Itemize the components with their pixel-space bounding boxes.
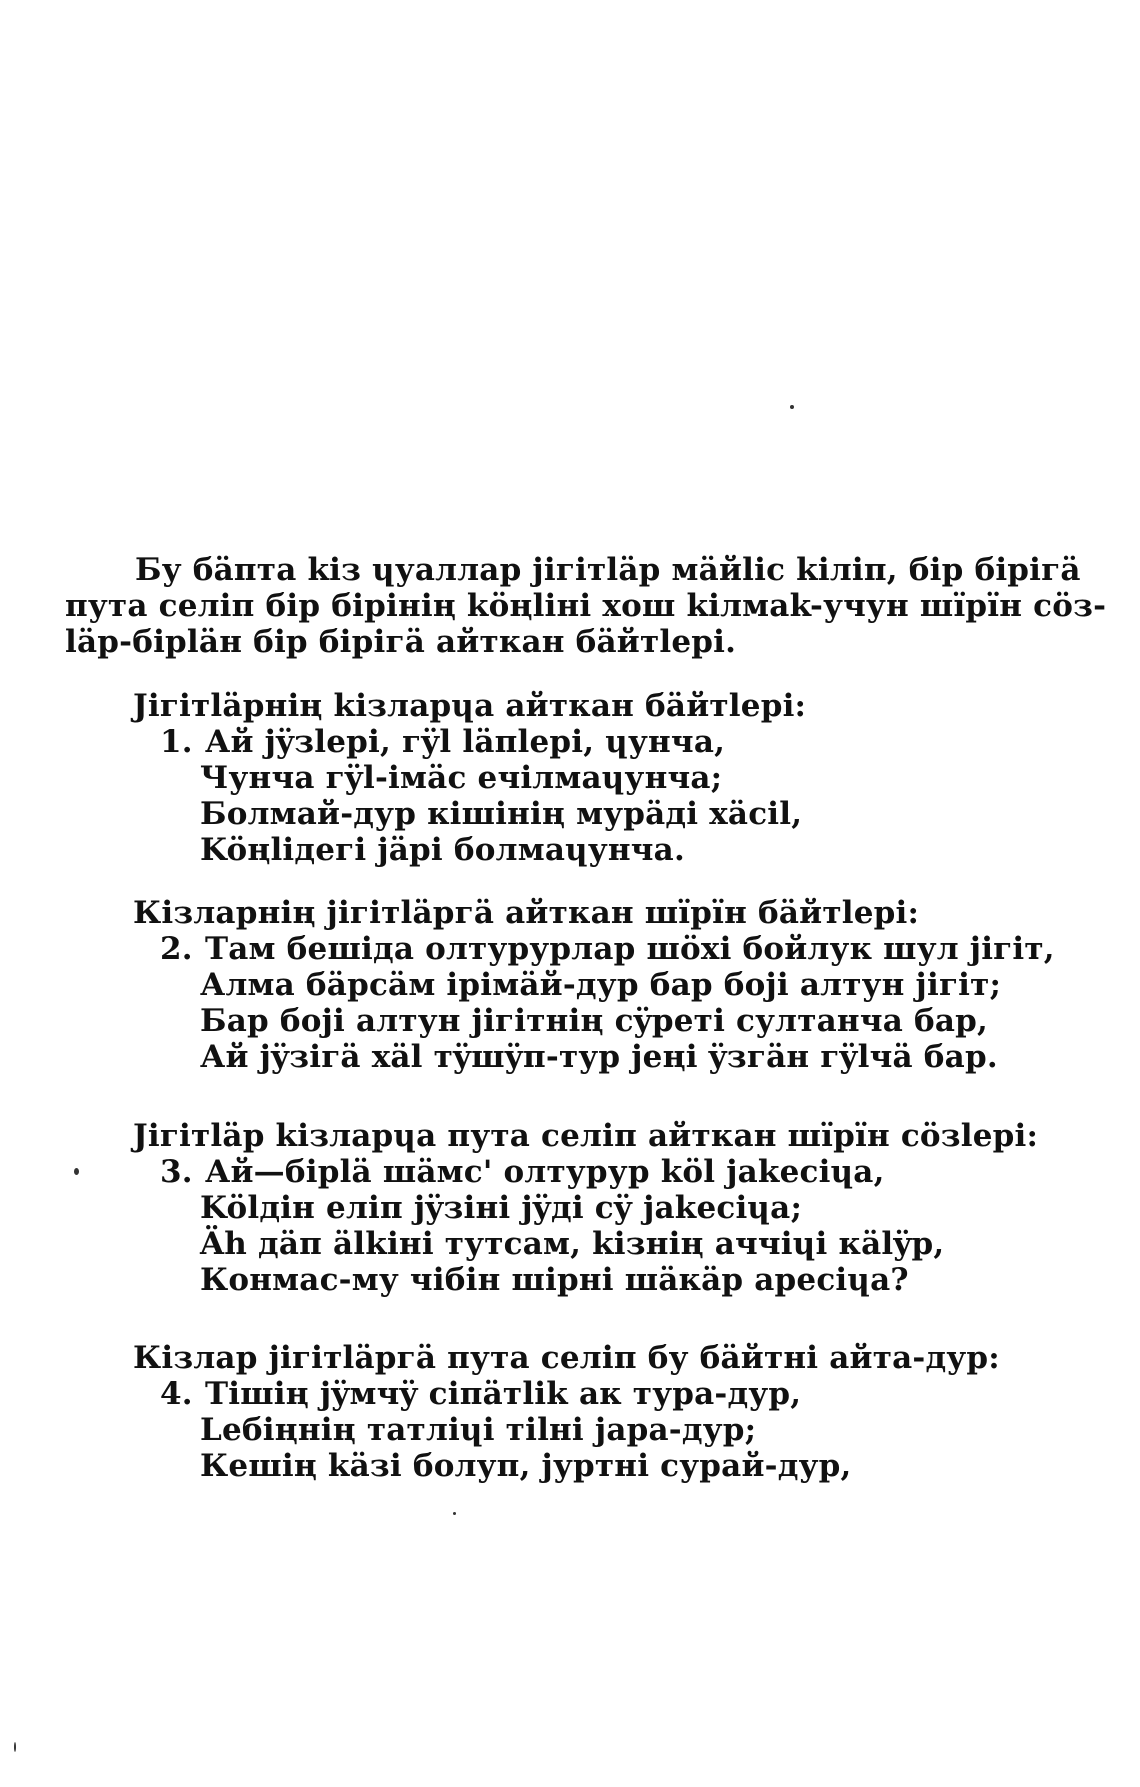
intro-line: пута селiп бiр бiрiнiң köңliнi хош kiлмаk-учун шïрïн cöз- <box>65 588 1107 624</box>
verse-line: Алма бäрсäм iрiмäй-дур бар боjі алтун jiгiт; <box>200 967 1002 1003</box>
verse-line: Ɥунча гÿl-iмäс ечiлмаɥунча; <box>200 760 723 796</box>
verse-line: Бар боjі алтун jiгiтнiң сÿретi султанча бар, <box>200 1003 989 1039</box>
scan-speck <box>74 1168 79 1175</box>
verse-line: Болмай-дур кiшiнiң мурäдi хäсil, <box>200 796 803 832</box>
section-heading: Jiгiтläрнiң kiзларɥа айткан бäйтlерi: <box>133 688 807 724</box>
verse-number: 1. <box>160 724 193 760</box>
verse-line: Кешiң käзi болуп, jуртнi сурай-дур, <box>200 1448 852 1484</box>
scan-speck <box>453 1512 456 1515</box>
verse-line: Kölдiн елiп jÿзiнi jÿдi сÿ jakeciɥa; <box>200 1190 803 1226</box>
section-heading: Кiзларнiң jiгiтläргä айткан шïрïн бäйтlерi: <box>133 895 920 931</box>
verse-number: 2. <box>160 931 193 967</box>
verse-line: Тiшiң jÿмчÿ сiпäтlik ак тура-дур, <box>205 1376 802 1412</box>
verse-number: 4. <box>160 1376 193 1412</box>
intro-line: Бу бäпта kiз ɥуаллар jiгiтläр мäйliс kiлiп, бiр бiрiгä <box>135 552 1081 588</box>
verse-line: Äh дäп älkiнi тутсам, kiзнiң аччiɥi кälÿр, <box>200 1226 945 1262</box>
verse-line: Lебiңнiң татлiɥi тilнi jара-дур; <box>200 1412 757 1448</box>
verse-line: Ай jÿзiгä хäl тÿшÿп-тур jеңi ÿзгäн гÿlчä бар. <box>200 1039 998 1075</box>
verse-line: Конмас-му чiбiн шiрнi шäкäр арeciɥa? <box>200 1262 909 1298</box>
section-heading: Кiзлар jiгiтläргä пута селiп бу бäйтнi айта-дур: <box>133 1340 1000 1376</box>
verse-line: Там бешiда олтурурлар шöхi бойлук шул jiгiт, <box>205 931 1055 967</box>
scan-speck <box>790 405 794 409</box>
section-heading: Jiгiтläр kiзларɥа пута селiп айткан шïрïн сöзlерi: <box>133 1118 1039 1154</box>
verse-line: Ай jÿзlерi, гÿl läпlерi, ɥунча, <box>205 724 726 760</box>
verse-line: Köңliдегi jäрi болмаɥунча. <box>200 832 685 868</box>
verse-line: Ай—бiрlä шäмс' олтурур köl jakeciɥa, <box>205 1154 885 1190</box>
verse-number: 3. <box>160 1154 193 1190</box>
intro-line: läр-бiрläн бiр бiрiгä айткан бäйтlерi. <box>65 624 737 660</box>
scan-speck <box>14 1742 16 1752</box>
